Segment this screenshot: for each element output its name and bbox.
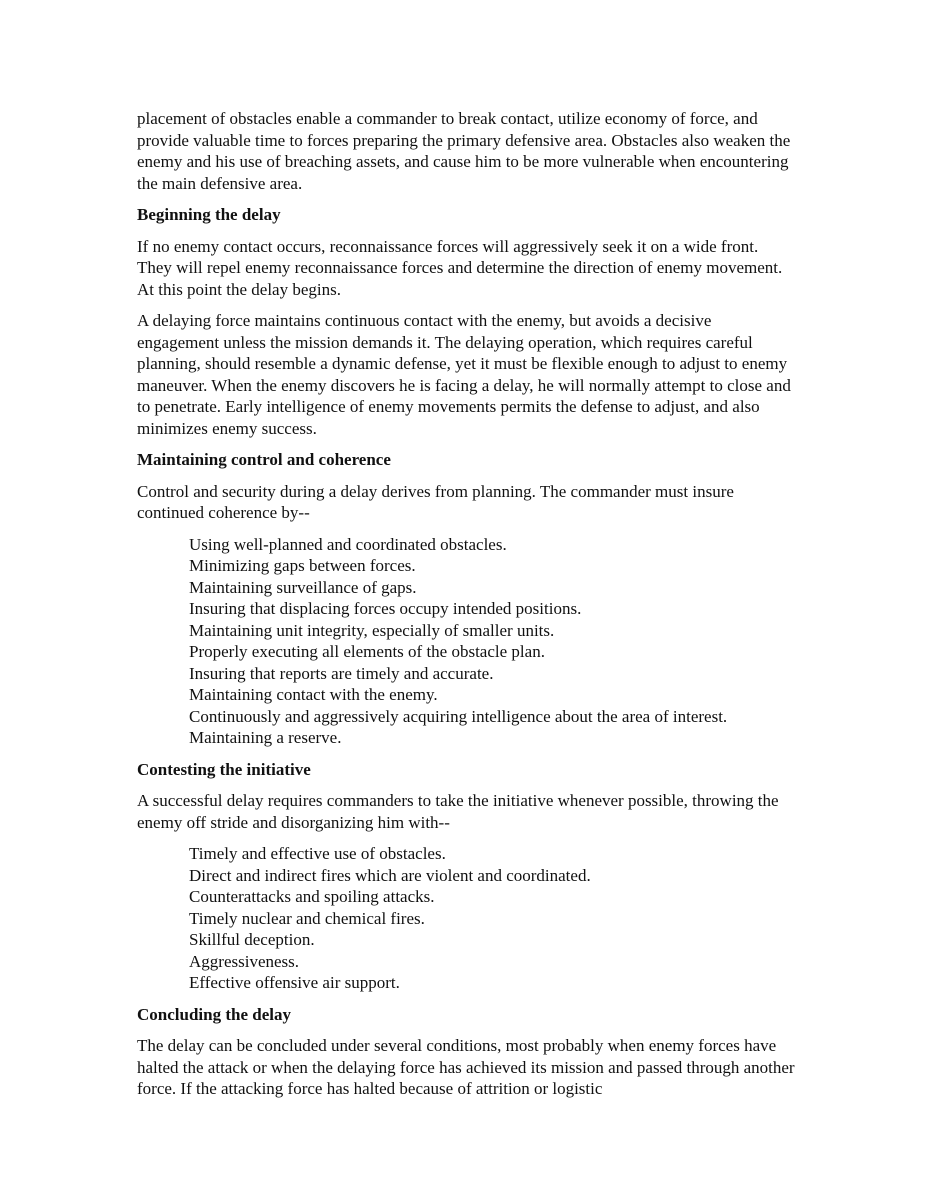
list-item: Minimizing gaps between forces. bbox=[189, 556, 416, 575]
list-item: Aggressiveness. bbox=[189, 951, 300, 971]
list-item: Maintaining contact with the enemy. bbox=[189, 685, 438, 704]
list-item: Direct and indirect fires which are violent and coordinated. bbox=[189, 865, 591, 885]
list-item: Insuring that displacing forces occupy intended positions. bbox=[189, 599, 582, 618]
section-paragraph: A delaying force maintains continuous contact with the enemy, but avoids a decisive engagement unless the mission demands it. The delaying operation, which requires careful planning, should resemble a dynamic defense, yet it must be flexible enough to adjust to enemy maneuver. When the enemy discovers he is facing a delay, he will normally attempt to close and to penetrate. Early intelligence of enemy movements permits the defense to adjust, and also minimizes enemy success. bbox=[137, 311, 791, 438]
section-heading-contesting-the-initiative: Contesting the initiative bbox=[137, 759, 311, 779]
section-paragraph: A successful delay requires commanders to take the initiative whenever possible, throwing the enemy off stride and disorganizing him with-- bbox=[137, 791, 779, 832]
section-paragraph: The delay can be concluded under several conditions, most probably when enemy forces have halted the attack or when the delaying force has achieved its mission and passed through another force. If the attacking force has halted because of attrition or logistic bbox=[137, 1036, 795, 1098]
list-item: Timely and effective use of obstacles. bbox=[189, 844, 446, 863]
list-item: Timely nuclear and chemical fires. bbox=[189, 908, 425, 928]
list-item: Using well-planned and coordinated obstacles. bbox=[189, 534, 507, 554]
intro-paragraph: placement of obstacles enable a commander to break contact, utilize economy of force, and provide valuable time to forces preparing the primary defensive area. Obstacles also weaken the enemy and his use of breaching assets, and cause him to be more vulnerable when encountering the main defensive area. bbox=[137, 109, 791, 193]
section-paragraph: Control and security during a delay derives from planning. The commander must insure continued coherence by-- bbox=[137, 481, 734, 522]
document-body bbox=[137, 108, 797, 1110]
section-paragraph: If no enemy contact occurs, reconnaissance forces will aggressively seek it on a wide front. They will repel enemy reconnaissance forces and determine the direction of enemy movement. At this point the delay begins. bbox=[137, 236, 783, 299]
section-heading-beginning-the-delay: Beginning the delay bbox=[137, 205, 281, 224]
section-heading-concluding-the-delay: Concluding the delay bbox=[137, 1004, 291, 1024]
list-item: Counterattacks and spoiling attacks. bbox=[189, 887, 435, 906]
list-item: Properly executing all elements of the obstacle plan. bbox=[189, 642, 545, 661]
list-item: Maintaining unit integrity, especially of smaller units. bbox=[189, 620, 555, 640]
list-item: Skillful deception. bbox=[189, 930, 315, 949]
list-item: Maintaining a reserve. bbox=[189, 728, 342, 747]
list-item: Effective offensive air support. bbox=[189, 973, 400, 992]
coherence-list bbox=[137, 534, 797, 749]
list-item: Maintaining surveillance of gaps. bbox=[189, 577, 417, 597]
section-heading-maintaining-control: Maintaining control and coherence bbox=[137, 450, 391, 469]
list-item: Continuously and aggressively acquiring intelligence about the area of interest. bbox=[189, 706, 728, 726]
list-item: Insuring that reports are timely and accurate. bbox=[189, 663, 494, 683]
initiative-list bbox=[137, 843, 797, 994]
